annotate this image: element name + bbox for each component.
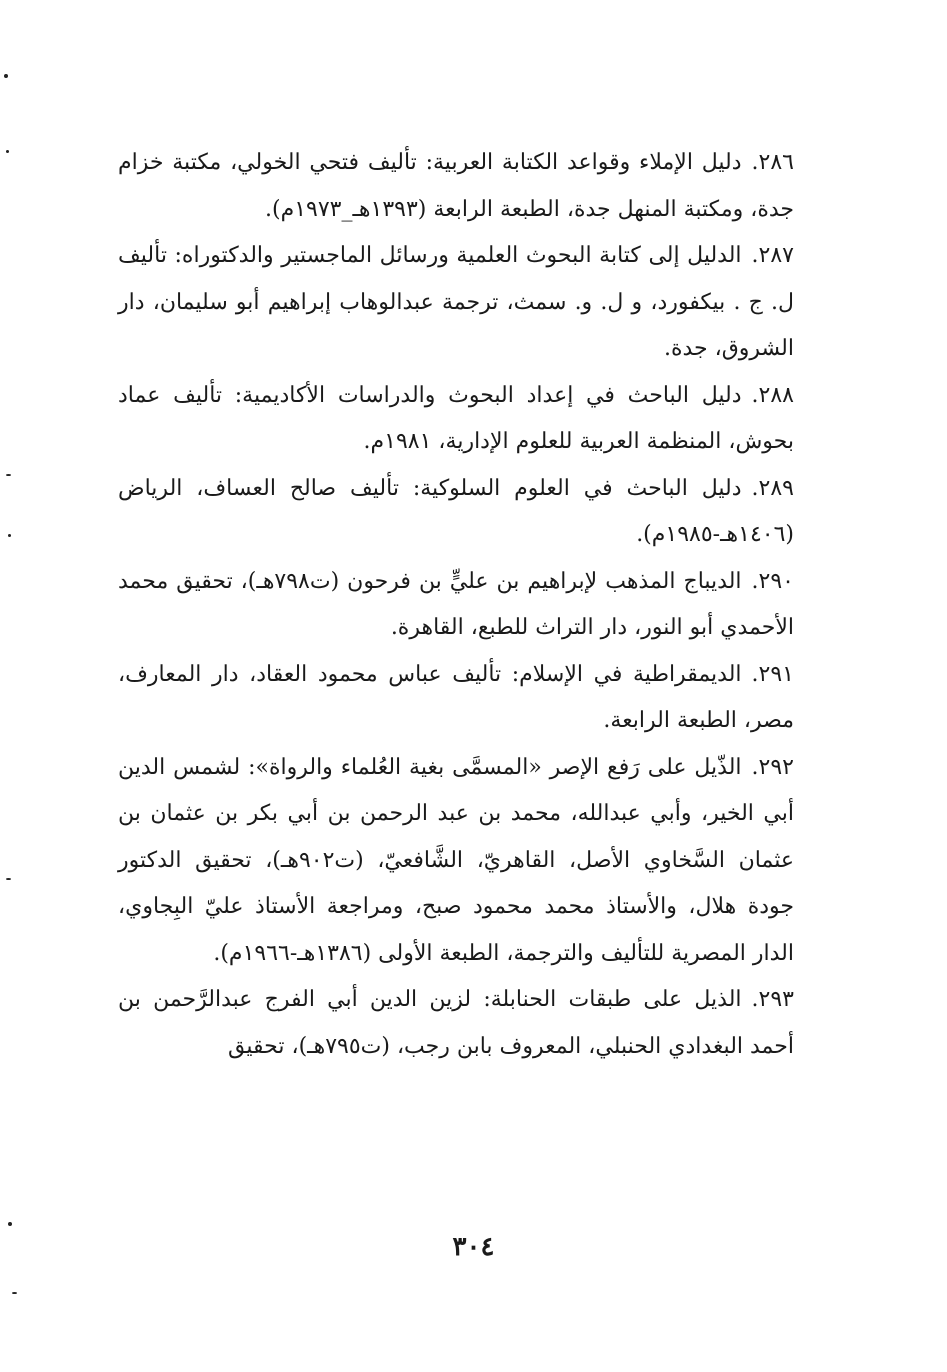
scan-speck [6,150,9,153]
bibliography-entry-287 [118,233,794,373]
entry-number: ٢٨٨. [751,382,794,408]
entry-text: الديمقراطية في الإسلام: تأليف عباس محمود العقاد، دار المعارف، مصر، الطبعة الرابعة. [118,661,794,733]
entry-text: الذّيل على رَفع الإصر «المسمَّى بغية العُلماء والرواة»: لشمس الدين أبي الخير، وأبي عبدالله، محمد بن عبد الرحمن بن أبي بكر بن عثمان بن عثمان السَّخاوي الأصل، القاهريّ، الشَّافعيّ، (ت٩٠٢هـ)، تحقيق الدكتور جودة هلال، والأستاذ محمد محمود صبح، ومراجعة الأستاذ عليّ البِجاوي، الدار المصرية للتأليف والترجمة، الطبعة الأولى (١٣٨٦هـ-١٩٦٦م). [118,754,794,966]
scan-speck [4,74,8,78]
entry-text: دليل الباحث في العلوم السلوكية: تأليف صالح العساف، الرياض (١٤٠٦هـ-١٩٨٥م). [118,475,794,547]
scan-speck [8,1222,12,1226]
entry-text: دليل الباحث في إعداد البحوث والدراسات الأكاديمية: تأليف عماد بحوش، المنظمة العربية للعلوم الإدارية، ١٩٨١م. [118,382,794,454]
bibliography-entry-293 [118,977,794,1070]
entry-number: ٢٨٧. [751,243,794,268]
bibliography-entry-288 [118,373,794,466]
bibliography-entry-289 [118,466,794,559]
entry-text: الديباج المذهب لإبراهيم بن عليٍّ بن فرحون (ت٧٩٨هـ)، تحقيق محمد الأحمدي أبو النور، دار التراث للطبع، القاهرة. [118,568,794,640]
entry-number: ٢٨٩. [751,475,794,501]
entry-number: ٢٩٠. [751,568,794,594]
entry-text: دليل الإملاء وقواعد الكتابة العربية: تأليف فتحي الخولي، مكتبة خزام جدة، ومكتبة المنهل جدة، الطبعة الرابعة (١٣٩٣هـ_١٩٧٣م). [118,150,794,222]
bibliography-entry-286 [118,140,794,233]
scan-speck [6,474,11,476]
entry-number: ٢٩٢. [751,754,794,780]
scan-speck [12,1292,17,1294]
bibliography-entry-290 [118,559,794,652]
bibliography-entry-291 [118,652,794,745]
entry-number: ٢٩١. [751,661,794,687]
bibliography-list [118,140,794,1070]
entry-number: ٢٩٣. [751,987,794,1012]
scan-speck [6,878,11,880]
bibliography-entry-292 [118,745,794,978]
entry-text: الدليل إلى كتابة البحوث العلمية ورسائل الماجستير والدكتوراه: تأليف ل. ج . بيكفورد، و ل. و. سمث، ترجمة عبدالوهاب إبراهيم أبو سليمان، دار الشروق، جدة. [118,243,794,361]
entry-number: ٢٨٦. [751,150,794,175]
entry-text: الذيل على طبقات الحنابلة: لزين الدين أبي الفرج عبدالرَّحمن بن أحمد البغدادي الحنبلي، المعروف بابن رجب، (ت٧٩٥هـ)، تحقيق [118,987,794,1059]
scan-speck [8,534,11,537]
page-number: ٣٠٤ [452,1232,495,1262]
